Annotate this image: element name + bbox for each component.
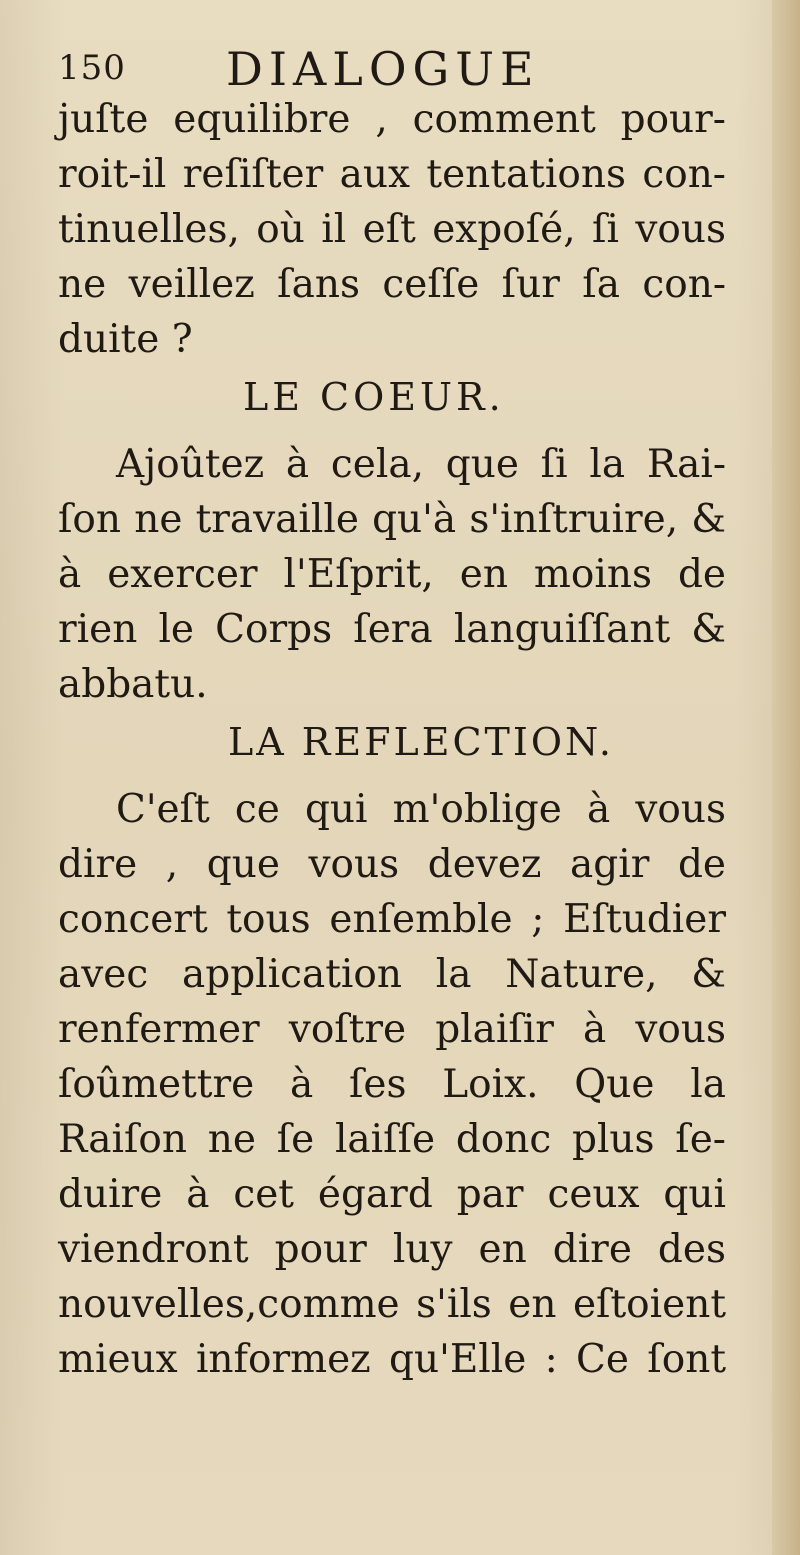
speaker-heading: LE COEUR. xyxy=(243,375,505,419)
text-line: Raiſon ne ſe laiſſe donc plus ſe- xyxy=(58,1117,726,1162)
text-line: C'eſt ce qui m'oblige à vous xyxy=(116,787,726,832)
spacer xyxy=(58,772,726,782)
text-line: rien le Corps ſera languiſſant & xyxy=(58,607,726,652)
text-line: Ajoûtez à cela, que ſi la Rai- xyxy=(116,442,726,487)
page-edge xyxy=(772,0,800,1555)
text-line: ſoûmettre à ſes Loix. Que la xyxy=(58,1062,726,1107)
text-line: ſon ne travaille qu'à s'inſtruire, & xyxy=(58,497,726,542)
paragraph-1 xyxy=(58,92,726,367)
text-line: mieux informez qu'Elle : Ce ſont xyxy=(58,1337,726,1382)
speaker-heading: LA REFLECTION. xyxy=(228,720,614,764)
text-line: viendront pour luy en dire des xyxy=(58,1227,726,1272)
text-line: tinuelles, où il eſt expoſé, ſi vous xyxy=(58,207,726,252)
text-line: abbatu. xyxy=(58,662,208,707)
text-line: renfermer voſtre plaiſir à vous xyxy=(58,1007,726,1052)
text-line: dire , que vous devez agir de xyxy=(58,842,726,887)
running-head: DIALOGUE xyxy=(226,42,540,96)
text-line: nouvelles,comme s'ils en eſtoient xyxy=(58,1282,726,1327)
text-line: concert tous enſemble ; Eſtudier xyxy=(58,897,726,942)
page-text xyxy=(58,92,726,1387)
text-line: avec application la Nature, & xyxy=(58,952,726,997)
page-number: 150 xyxy=(58,48,126,88)
paragraph-2 xyxy=(58,437,726,712)
spacer xyxy=(58,427,726,437)
text-line: duire à cet égard par ceux qui xyxy=(58,1172,726,1217)
text-line: ne veillez ſans ceſſe ſur ſa con- xyxy=(58,262,726,307)
text-line: roit-il reſiſter aux tentations con- xyxy=(58,152,726,197)
text-line: duite ? xyxy=(58,317,193,362)
paragraph-3 xyxy=(58,782,726,1387)
text-line: à exercer l'Eſprit, en moins de xyxy=(58,552,726,597)
text-line: juſte equilibre , comment pour- xyxy=(58,97,726,142)
